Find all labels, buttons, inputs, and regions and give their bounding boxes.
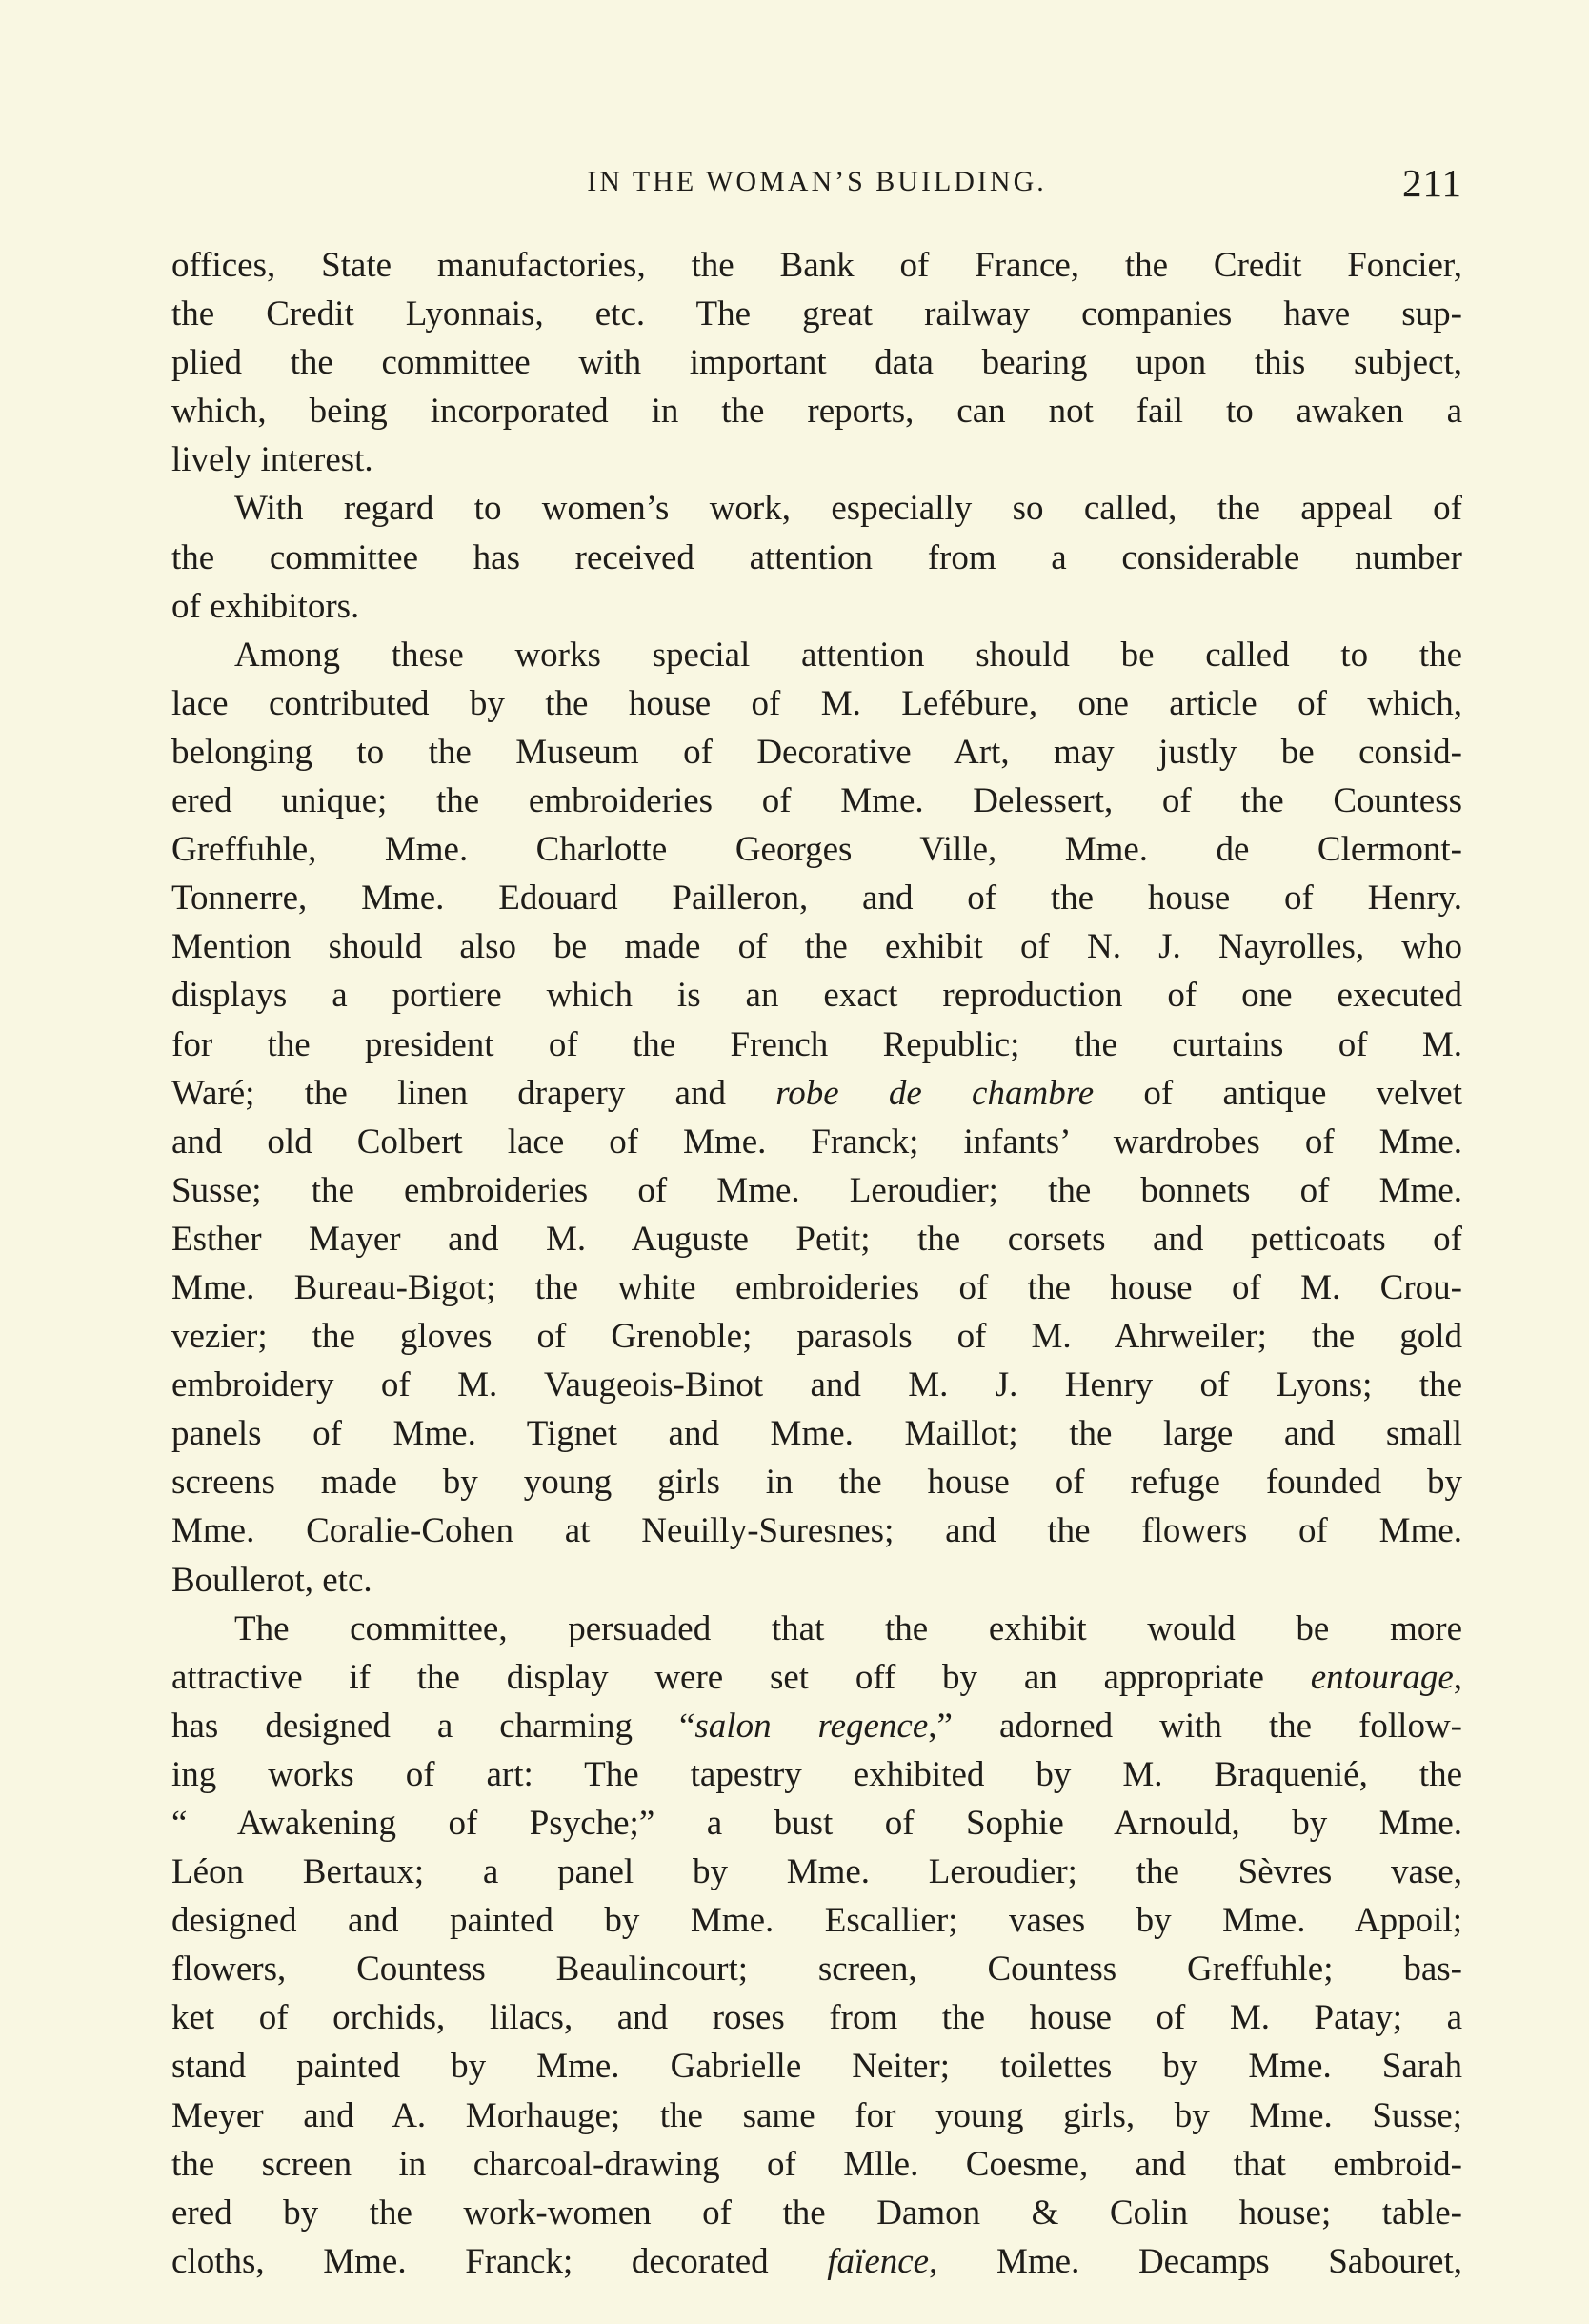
running-title: IN THE WOMAN’S BUILDING.	[587, 166, 1047, 197]
text-line: of exhibitors.	[171, 586, 360, 626]
text-line: With regard to women’s work, especially so called, the appeal of	[234, 489, 1462, 529]
text-line: Susse; the embroideries of Mme. Leroudier; the bonnets of Mme.	[171, 1170, 1462, 1210]
text-run: has designed a charming “	[171, 1706, 695, 1746]
text-line: for the president of the French Republic; the curtains of M.	[171, 1024, 1462, 1064]
page-number: 211	[1402, 161, 1462, 205]
text-line: the committee has received attention from a considerable number	[171, 537, 1462, 577]
italic-run: faïence	[827, 2241, 930, 2281]
italic-run: robe de chambre	[775, 1073, 1095, 1113]
text-run: of antique velvet	[1094, 1073, 1462, 1113]
text-run: attractive if the display were set off by an appropriate	[171, 1657, 1311, 1697]
text-line: Among these works special attention should be called to the	[234, 635, 1462, 675]
text-line: ket of orchids, lilacs, and roses from the house of M. Patay; a	[171, 1998, 1462, 2038]
text-line: ered unique; the embroideries of Mme. Delessert, of the Countess	[171, 781, 1462, 821]
text-line: belonging to the Museum of Decorative Art, may justly be consid-	[171, 732, 1462, 772]
text-line: stand painted by Mme. Gabrielle Neiter; toilettes by Mme. Sarah	[171, 2047, 1462, 2087]
text-run: ,” adorned with the follow-	[928, 1706, 1462, 1746]
text-line: panels of Mme. Tignet and Mme. Maillot; the large and small	[171, 1414, 1462, 1454]
text-line: ered by the work-women of the Damon & Colin house; table-	[171, 2193, 1462, 2233]
text-line: Esther Mayer and M. Auguste Petit; the corsets and petticoats of	[171, 1219, 1462, 1259]
text-line	[171, 1069, 1462, 1118]
text-line: Léon Bertaux; a panel by Mme. Leroudier; the Sèvres vase,	[171, 1852, 1462, 1892]
text-line: the Credit Lyonnais, etc. The great railway companies have sup-	[171, 294, 1462, 334]
text-line: screens made by young girls in the house of refuge founded by	[171, 1463, 1462, 1503]
text-run: , Mme. Decamps Sabouret,	[929, 2241, 1462, 2281]
body-text	[171, 241, 1462, 2286]
text-line: Greffuhle, Mme. Charlotte Georges Ville, Mme. de Clermont-	[171, 830, 1462, 870]
text-line: flowers, Countess Beaulincourt; screen, Countess Greffuhle; bas-	[171, 1950, 1462, 1990]
text-line: lively interest.	[171, 440, 373, 480]
running-head	[171, 160, 1462, 208]
text-line: vezier; the gloves of Grenoble; parasols of M. Ahrweiler; the gold	[171, 1317, 1462, 1357]
text-line: which, being incorporated in the reports, can not fail to awaken a	[171, 392, 1462, 432]
text-line: The committee, persuaded that the exhibit would be more	[234, 1608, 1462, 1648]
text-run: ,	[1453, 1657, 1462, 1697]
text-line: offices, State manufactories, the Bank of France, the Credit Foncier,	[171, 246, 1462, 285]
text-line: Tonnerre, Mme. Edouard Pailleron, and of the house of Henry.	[171, 879, 1462, 919]
italic-run: entourage	[1310, 1657, 1454, 1697]
text-line: plied the committee with important data bearing upon this subject,	[171, 343, 1462, 383]
text-line: and old Colbert lace of Mme. Franck; infants’ wardrobes of Mme.	[171, 1122, 1462, 1162]
text-line: embroidery of M. Vaugeois-Binot and M. J. Henry of Lyons; the	[171, 1365, 1462, 1405]
text-line: “ Awakening of Psyche;” a bust of Sophie Arnould, by Mme.	[171, 1804, 1462, 1843]
text-line: the screen in charcoal-drawing of Mlle. Coesme, and that embroid-	[171, 2144, 1462, 2184]
text-line: ing works of art: The tapestry exhibited by M. Braquenié, the	[171, 1754, 1462, 1794]
text-line: Meyer and A. Morhauge; the same for young girls, by Mme. Susse;	[171, 2095, 1462, 2135]
text-line	[171, 2237, 1462, 2286]
text-line: lace contributed by the house of M. Lefébure, one article of which,	[171, 683, 1462, 723]
text-line: Boullerot, etc.	[171, 1560, 372, 1600]
italic-run: salon regence	[694, 1706, 929, 1746]
text-run: cloths, Mme. Franck; decorated	[171, 2241, 828, 2281]
text-line: Mme. Bureau-Bigot; the white embroideries of the house of M. Crou-	[171, 1267, 1462, 1307]
text-line	[171, 1702, 1462, 1750]
text-line	[171, 1653, 1462, 1702]
text-line: Mention should also be made of the exhibit of N. J. Nayrolles, who	[171, 927, 1462, 967]
text-line: designed and painted by Mme. Escallier; vases by Mme. Appoil;	[171, 1901, 1462, 1941]
text-line: displays a portiere which is an exact reproduction of one executed	[171, 976, 1462, 1016]
text-run: Waré; the linen drapery and	[171, 1073, 776, 1113]
text-line: Mme. Coralie-Cohen at Neuilly-Suresnes; and the flowers of Mme.	[171, 1511, 1462, 1551]
